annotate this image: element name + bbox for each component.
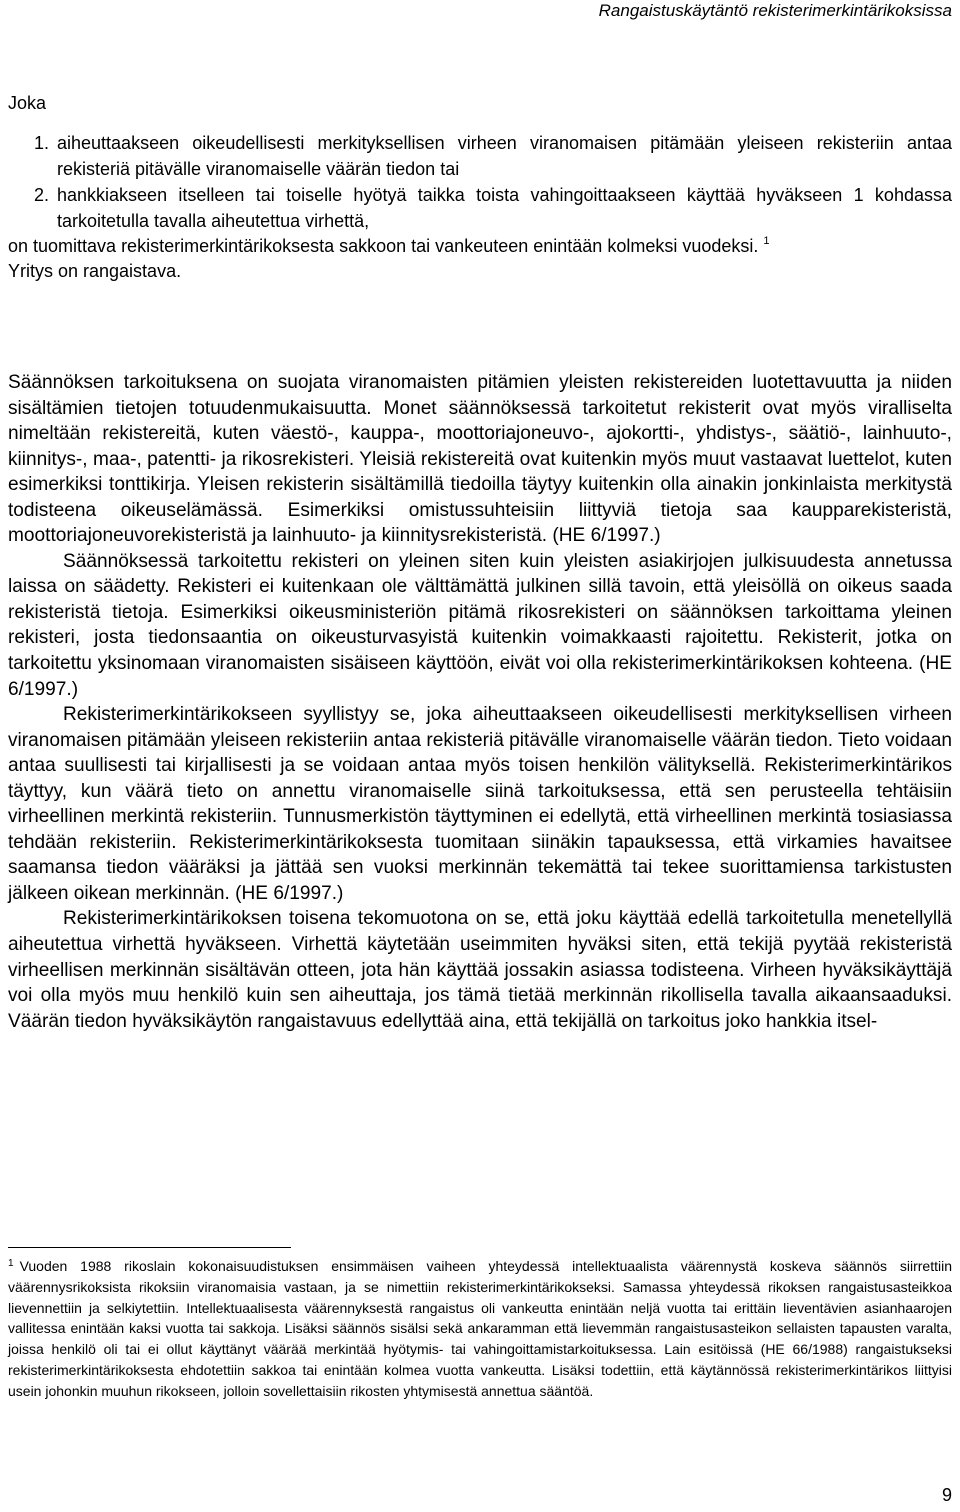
footnote-divider [8,1247,291,1248]
statute-intro: Joka [8,93,47,113]
statute-item-text: aiheuttaakseen oikeudellisesti merkityksellisen virheen viranomaisen pitämään yleiseen rekisteriin antaa rekisteriä pitävälle viranomaiselle väärän tiedon tai [57,133,952,179]
statute-item-number: 2. [34,185,50,205]
footnote [8,1256,952,1401]
footnote-reference[interactable]: 1 [763,235,770,247]
page-number: 9 [941,1485,952,1505]
statute-item [34,130,952,182]
footnote-text: Vuoden 1988 rikoslain kokonaisuudistuksen ensimmäisen vaiheen yhteydessä intellektuaalista väärennystä koskeva säännös siirrettiin väärennysrikoksista rikoksiin viranomaisia vastaan, ja se nimettiin rekisterimerkintärikokseksi. Samassa yhteydessä rikoksen rangaistusasteikkoa lievennettiin ja selkiytettiin. Intellektuaalisesta väärennyksestä rangaistus oli vankeutta enintään neljä vuotta tai erittäin lieventävien asianhaarojen vallitessa enintään kaksi vuotta tai sakkoja. Lisäksi säännös sisälsi sekä ankaramman että lievemmän rangaistusasteikon sellaisten tapausten varalta, joissa henkilö oli tai ei ollut käyttänyt väärää merkintää hyötymis- tai vahingoittamistarkoituksessa. Lain esitöissä (HE 66/1988) rangaistukseksi rekisterimerkintärikoksesta ehdotettiin sakkoa tai enintään kolmea vuotta vankeutta. Lisäksi todettiin, että käytännössä rekisterimerkintärikos liittyisi usein johonkin muuhun rikokseen, jolloin sovellettaisiin rikosten yhtymisestä annettua sääntöä. [8,1258,952,1399]
statute-item-list [8,130,952,234]
statute-conclusion-text: on tuomittava rekisterimerkintärikoksesta sakkoon tai vankeuteen enintään kolmeksi vuodeksi. [8,236,759,256]
footnote-marker: 1 [8,1258,14,1269]
statute-item-text: hankkiakseen itselleen tai toiselle hyötyä taikka toista vahingoittaakseen käyttää hyväkseen 1 kohdassa tarkoitetulla tavalla aiheutettua virhettä, [57,185,952,231]
body-paragraph: Rekisterimerkintärikoksen toisena tekomuotona on se, että joku käyttää edellä tarkoitetulla menetellyllä aiheutettua virhettä hyväkseen. Virhettä käytetään useimmiten hyväksi siten, että tekijä pyytää rekisteristä virheellisen merkinnän sisältävän otteen, jota hän käyttää jossakin asiassa todisteena. Virheen hyväksikäyttäjä voi olla myös muu henkilö kuin sen aiheuttaja, jos tämä tietää merkinnän rikollisella tavalla aikaansaaduksi. Väärän tiedon hyväksikäytön rangaistavuus edellyttää aina, että tekijällä on tarkoitus joko hankkia itsel- [8,908,952,1032]
statute-quote [8,91,952,284]
statute-attempt-clause: Yritys on rangaistava. [8,261,182,281]
body-paragraph: Säännöksessä tarkoitettu rekisteri on yleinen siten kuin yleisten asiakirjojen julkisuudesta annetussa laissa on säädetty. Rekisteri ei kuitenkaan ole välttämättä julkinen sillä tavoin, että yleisöllä on oikeus saada rekisteristä tietoja. Esimerkiksi oikeusministeriön pitämä rikosrekisteri on säännöksen tarkoittama yleinen rekisteri, josta tiedonsaantia on oikeusturvasyistä kuitenkin voimakkaasti rajoitettu. Rekisterit, jotka on tarkoitettu yksinomaan viranomaisten sisäiseen käyttöön, eivät voi olla rekisterimerkintärikoksen kohteena. (HE 6/1997.) [8,550,952,700]
body-text [8,370,952,1034]
statute-item-number: 1. [34,133,50,153]
statute-conclusion [8,234,952,259]
body-paragraph: Rekisterimerkintärikokseen syyllistyy se, joka aiheuttaakseen oikeudellisesti merkityksellisen virheen viranomaisen pitämään yleiseen rekisteriin antaa rekisteriä pitävälle viranomaiselle väärän tiedon. Tieto voidaan antaa suullisesti tai kirjallisesti ja se voidaan antaa myös toisen henkilön välityksellä. Rekisterimerkintärikos täyttyy, kun väärä tieto on annettu viranomaiselle siinä tarkoituksessa, että sen perusteella tehtäisiin virheellinen merkintä rekisteriin. Tunnusmerkistön täyttyminen ei edellytä, että virheellinen merkintä tosiasiassa tehdään rekisteriin. Rekisterimerkintärikoksesta tuomitaan siinäkin tapauksessa, että virkamies havaitsee saamansa tiedon vääräksi ja jättää sen vuoksi merkinnän tekemättä tai tekee suorittamiensa tarkistusten jälkeen oikean merkinnän. (HE 6/1997.) [8,704,952,904]
body-paragraph: Säännöksen tarkoituksena on suojata viranomaisten pitämien yleisten rekistereiden luotettavuutta ja niiden sisältämien tietojen totuudenmukaisuutta. Monet säännöksessä tarkoitetut rekisterit ovat myös viralliselta nimeltään rekistereitä, kuten väestö-, kauppa-, moottoriajoneuvo-, ajokortti-, yhdistys-, säätiö-, lainhuuto-, kiinnitys-, maa-, patentti- ja rikosrekisteri. Yleisiä rekistereitä ovat kuitenkin myös muut vastaavat luettelot, kuten esimerkiksi tonttikirja. Yleisen rekisterin sisältämillä tiedoilla täytyy kuitenkin olla ainakin jonkinlaista merkitystä todisteena oikeuselämässä. Esimerkiksi omistussuhteisiin liittyviä tietoja saa kaupparekisteristä, moottoriajoneuvorekisteristä ja lainhuuto- ja kiinnitysrekisteristä. (HE 6/1997.) [8,372,952,547]
statute-item [34,182,952,234]
running-header-title: Rangaistuskäytäntö rekisterimerkintärikoksissa [598,1,952,20]
